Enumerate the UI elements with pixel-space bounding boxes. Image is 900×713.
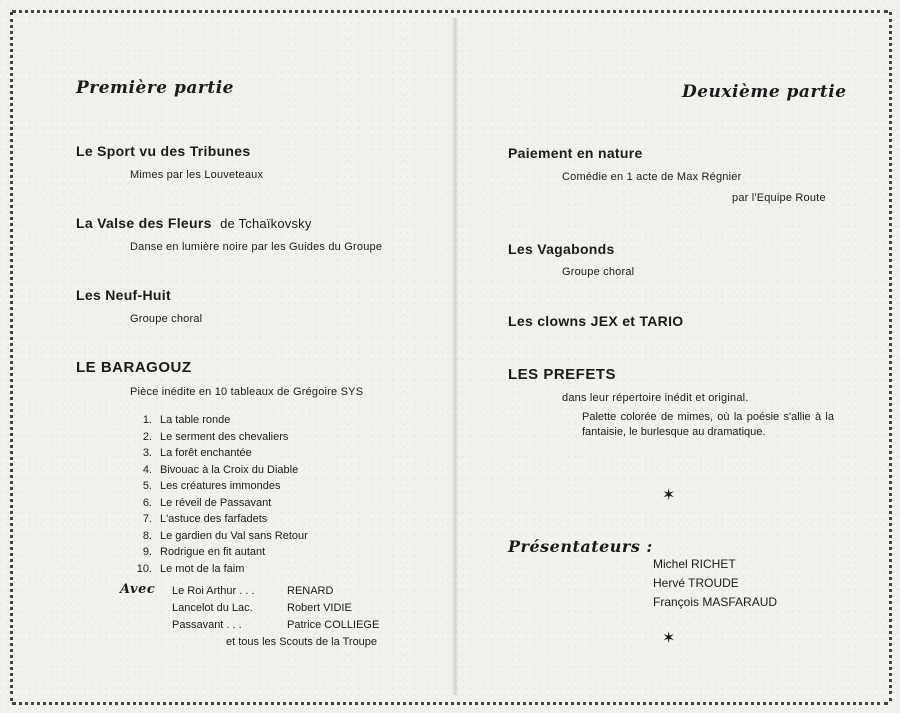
list-item: 6. Le réveil de Passavant: [142, 496, 272, 509]
prefets-title: LES PREFETS: [508, 366, 617, 383]
dotted-border-right: [885, 12, 892, 701]
presentateurs-label: Présentateurs :: [508, 537, 653, 556]
baragouz-title: LE BARAGOUZ: [76, 359, 192, 376]
list-item: 3. La forêt enchantée: [142, 447, 252, 459]
list-item: 2. Le serment des chevaliers: [142, 430, 289, 443]
list-item: 7. L'astuce des farfadets: [142, 513, 268, 525]
paiement-sub2: par l'Equipe Route: [732, 192, 826, 204]
paiement-title: Paiement en nature: [508, 145, 643, 161]
list-item: 10. Le mot de la faim: [136, 562, 245, 575]
paiement-sub1: Comédie en 1 acte de Max Régnier: [562, 171, 742, 183]
list-item: 8. Le gardien du Val sans Retour: [142, 529, 308, 542]
vagabonds-title: Les Vagabonds: [508, 241, 615, 257]
item-sub-neuf-huit: Groupe choral: [130, 313, 203, 325]
presenter-name: François MASFARAUD: [653, 595, 778, 609]
item-heading-valse: [76, 215, 312, 233]
dotted-border-top: [12, 10, 888, 17]
item-title-neuf-huit: Les Neuf-Huit: [76, 287, 171, 303]
cast-role: Lancelot du Lac.: [172, 602, 253, 614]
tableaux-list: [132, 412, 308, 577]
item-title-extra-valse: de Tchaïkovsky: [220, 216, 312, 231]
list-item: 1. La table ronde: [142, 414, 231, 426]
baragouz-sub: Pièce inédite en 10 tableaux de Grégoire SYS: [130, 386, 364, 398]
cast-actors: [287, 583, 379, 634]
cast-actor: Patrice COLLIEGE: [287, 619, 380, 631]
item-sub-valse: Danse en lumière noire par les Guides du Groupe: [130, 241, 383, 253]
star-icon-bottom: ✶: [662, 630, 676, 647]
item-title-sport: Le Sport vu des Tribunes: [76, 143, 251, 159]
cast-actor: Robert VIDIE: [287, 602, 352, 614]
cast-role: Le Roi Arthur . . .: [172, 585, 255, 597]
right-heading: Deuxième partie: [682, 82, 847, 102]
left-heading: Première partie: [76, 78, 234, 98]
vagabonds-sub: Groupe choral: [562, 266, 635, 278]
presentateurs-list: [653, 555, 777, 612]
cast-roles: [172, 583, 255, 634]
presenter-name: Michel RICHET: [653, 557, 736, 571]
star-icon: ✶: [662, 487, 676, 504]
cast-actor: RENARD: [287, 585, 334, 597]
presenter-name: Hervé TROUDE: [653, 576, 739, 590]
dotted-border-bottom: [12, 698, 888, 705]
prefets-sub: dans leur répertoire inédit et original.: [562, 392, 749, 404]
clowns-title: Les clowns JEX et TARIO: [508, 313, 684, 329]
prefets-description: Palette colorée de mimes, où la poésie s'allie à la fantaisie, le burlesque au dramatique.: [582, 411, 834, 438]
dotted-border-left: [10, 12, 17, 701]
cast-tail: et tous les Scouts de la Troupe: [226, 636, 378, 648]
avec-label: Avec: [120, 582, 156, 597]
item-title-valse: La Valse des Fleurs: [76, 215, 212, 231]
list-item: 5. Les créatures immondes: [142, 480, 281, 492]
list-item: 4. Bivouac à la Croix du Diable: [142, 463, 299, 476]
list-item: 9. Rodrigue en fit autant: [142, 546, 266, 558]
item-sub-sport: Mimes par les Louveteaux: [130, 169, 264, 181]
cast-role: Passavant . . .: [172, 619, 242, 631]
center-fold: [452, 18, 458, 695]
